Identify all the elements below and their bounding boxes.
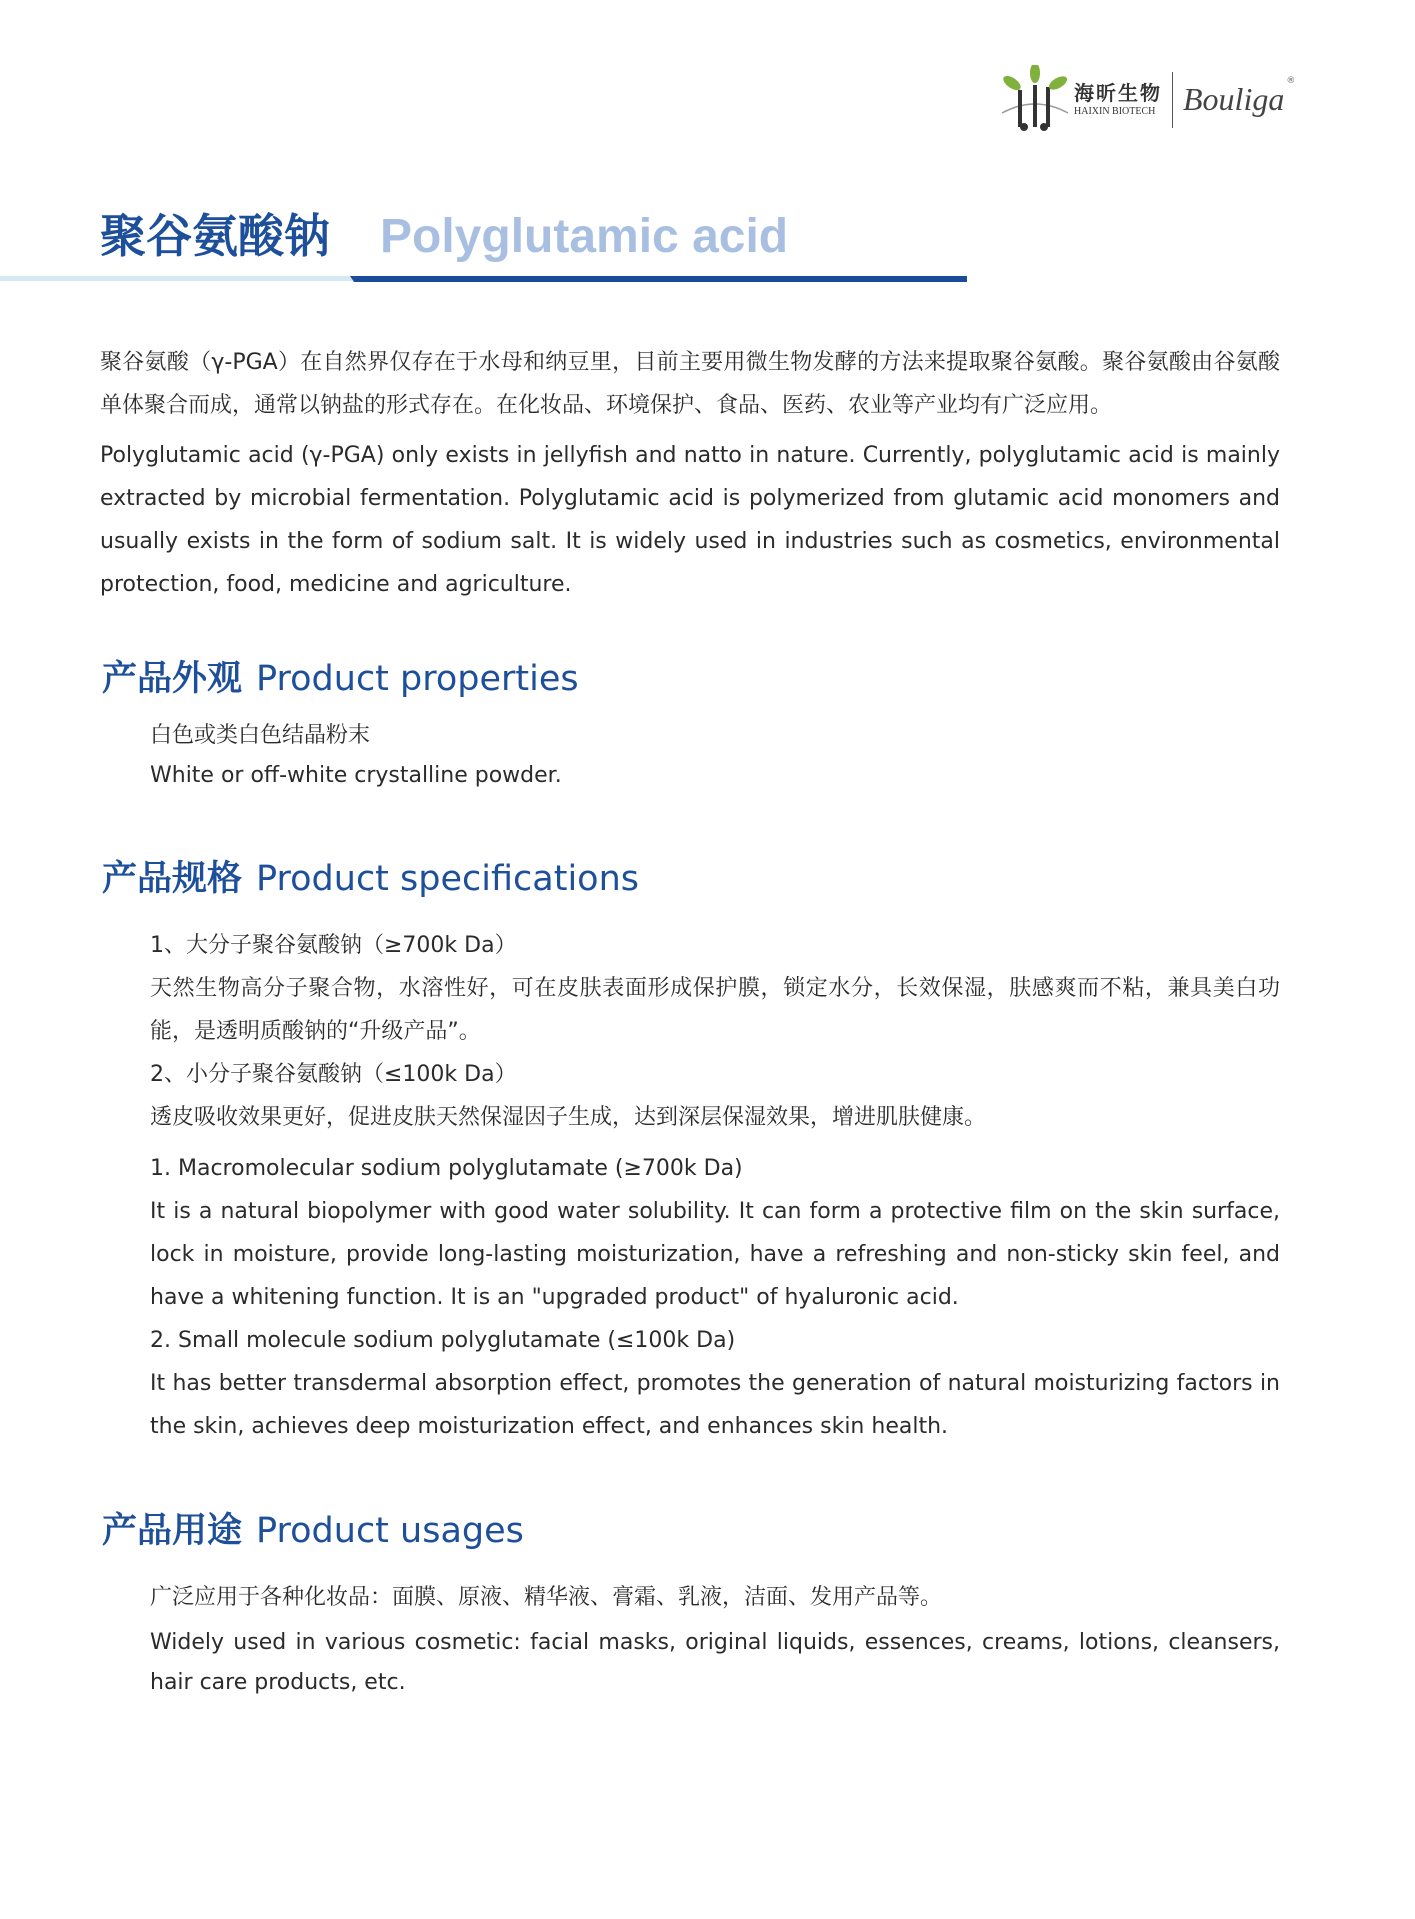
heading-en: Product specifications <box>256 859 639 899</box>
spec-cn-item2-text: 透皮吸收效果更好，促进皮肤天然保湿因子生成，达到深层保湿效果，增进肌肤健康。 <box>150 1105 987 1130</box>
brand-name: Bouliga <box>1183 81 1285 117</box>
usages-cn: 广泛应用于各种化妆品：面膜、原液、精华液、膏霜、乳液，洁面、发用产品等。 <box>150 1585 943 1610</box>
usages-en: Widely used in various cosmetic: facial masks, original liquids, essences, creams, lotions, cleansers, hair care products, etc. <box>150 1630 1280 1695</box>
logo-divider <box>1172 72 1173 128</box>
section-heading-usages <box>102 1508 1280 1554</box>
section-heading-properties <box>102 656 1280 702</box>
spec-cn-item2-title: 2、小分子聚谷氨酸钠（≤100k Da） <box>150 1062 517 1087</box>
heading-cn: 产品用途 <box>102 1511 243 1551</box>
page-title-en: Polyglutamic acid <box>380 210 789 263</box>
heading-cn: 产品外观 <box>102 659 243 699</box>
sprout-logo-icon <box>1000 65 1070 135</box>
properties-en: White or off-white crystalline powder. <box>150 763 562 788</box>
section-heading-specifications <box>102 856 1280 902</box>
intro-en: Polyglutamic acid (γ-PGA) only exists in jellyfish and natto in nature. Currently, polyglutamic acid is mainly extracted by microbial fermentation. Polyglutamic acid is polymerized from glutamic acid monomers and usually exists in the form of sodium salt. It is widely used in industries such as cosmetics, environmental protection, food, medicine and agriculture. <box>100 443 1280 597</box>
spec-en-item1-text: It is a natural biopolymer with good water solubility. It can form a protective film on the skin surface, lock in moisture, provide long-lasting moisturization, have a refreshing and non-sticky skin feel, and have a whitening function. It is an "upgraded product" of hyaluronic acid. <box>150 1199 1280 1310</box>
spec-cn-item1-title: 1、大分子聚谷氨酸钠（≥700k Da） <box>150 933 517 958</box>
registered-mark: ® <box>1286 76 1296 86</box>
title-underline-light <box>0 276 352 281</box>
spec-en-item2-title: 2. Small molecule sodium polyglutamate (≤100k Da) <box>150 1328 736 1353</box>
spec-cn-item1-text: 天然生物高分子聚合物，水溶性好，可在皮肤表面形成保护膜，锁定水分，长效保湿，肤感爽而不粘，兼具美白功能，是透明质酸钠的“升级产品”。 <box>150 976 1280 1044</box>
page-title-cn: 聚谷氨酸钠 <box>100 209 330 263</box>
heading-en: Product properties <box>256 659 579 699</box>
intro-cn: 聚谷氨酸（γ-PGA）在自然界仅存在于水母和纳豆里，目前主要用微生物发酵的方法来提取聚谷氨酸。聚谷氨酸由谷氨酸单体聚合而成，通常以钠盐的形式存在。在化妆品、环境保护、食品、医药、农业等产业均有广泛应用。 <box>100 350 1280 418</box>
properties-cn: 白色或类白色结晶粉末 <box>150 723 371 748</box>
specifications-list <box>150 924 1280 1448</box>
page-title <box>100 200 788 266</box>
heading-en: Product usages <box>256 1511 524 1551</box>
heading-cn: 产品规格 <box>102 859 243 899</box>
spec-en-item1-title: 1. Macromolecular sodium polyglutamate (≥700k Da) <box>150 1156 743 1181</box>
logo <box>1000 62 1295 137</box>
title-underline-dark <box>350 276 967 282</box>
spec-en-item2-text: It has better transdermal absorption effect, promotes the generation of natural moisturizing factors in the skin, achieves deep moisturization effect, and enhances skin health. <box>150 1371 1280 1439</box>
content <box>100 341 1280 1703</box>
company-name-en: HAIXIN BIOTECH <box>1074 106 1156 117</box>
company-name-cn: 海昕生物 <box>1074 81 1162 105</box>
company-name <box>1074 81 1162 118</box>
